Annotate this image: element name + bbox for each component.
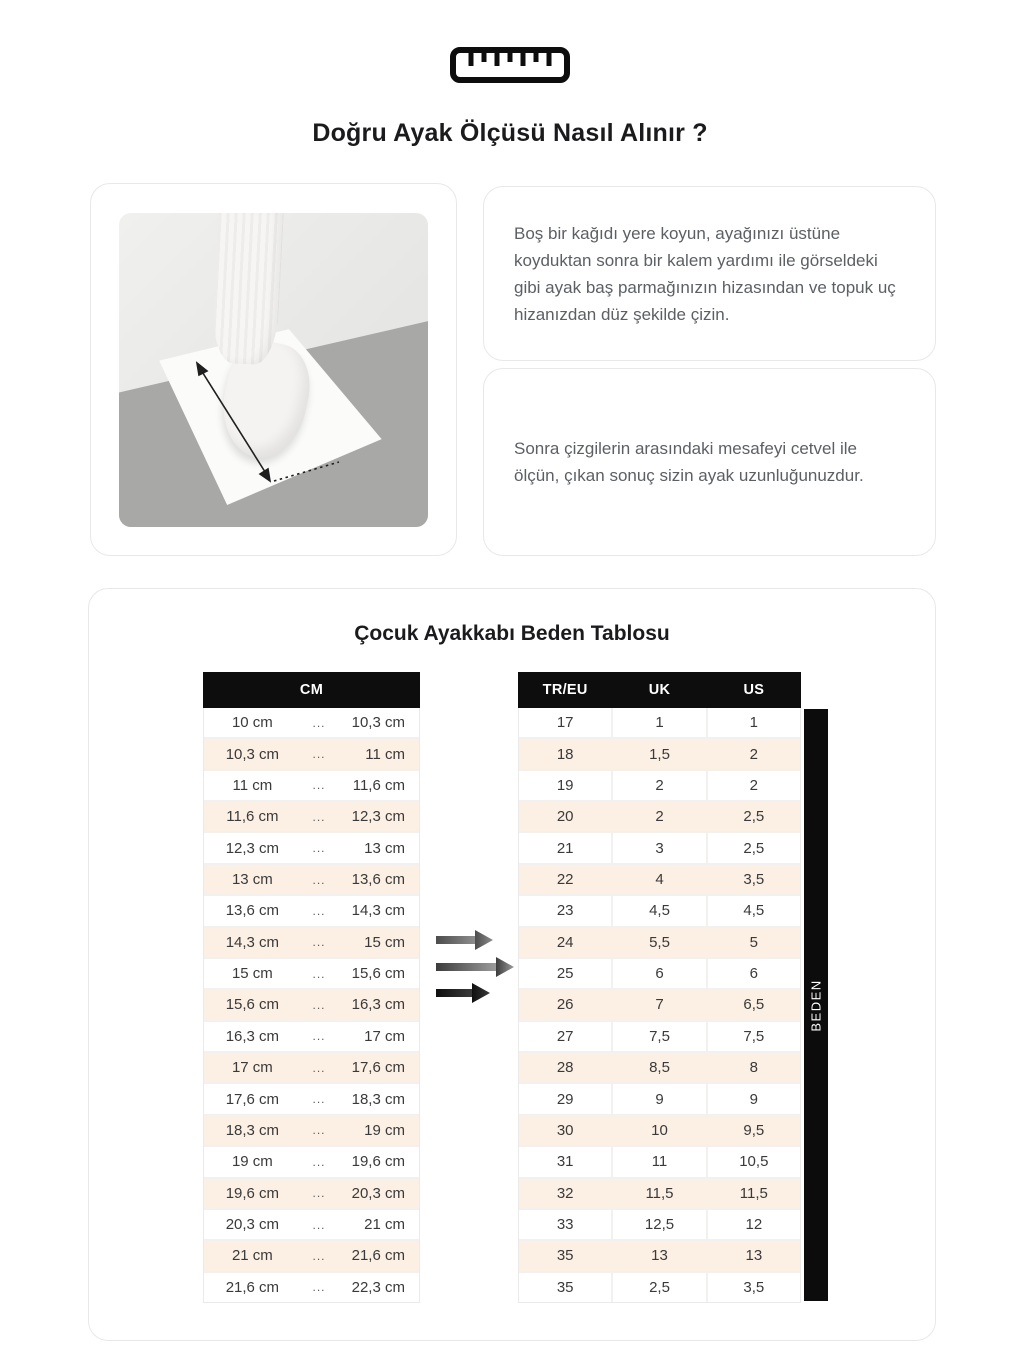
cm-range-from: 16,3 cm bbox=[225, 1027, 280, 1045]
cm-range-from: 10,3 cm bbox=[225, 745, 280, 763]
us-value: 1 bbox=[708, 708, 800, 737]
us-value: 11,5 bbox=[708, 1179, 800, 1208]
tr-eu-value: 21 bbox=[519, 833, 611, 862]
uk-value: 7 bbox=[613, 990, 705, 1019]
range-dots: ... bbox=[312, 997, 326, 1012]
cm-table-row bbox=[204, 739, 419, 768]
uk-value: 3 bbox=[613, 833, 705, 862]
tr-eu-value: 32 bbox=[519, 1179, 611, 1208]
uk-value: 12,5 bbox=[613, 1210, 705, 1239]
size-table-row bbox=[519, 1147, 800, 1176]
uk-value: 11 bbox=[613, 1147, 705, 1176]
cm-range-to: 13 cm bbox=[364, 839, 405, 857]
cm-table-row bbox=[204, 802, 419, 831]
tr-eu-value: 18 bbox=[519, 739, 611, 768]
cm-range-to: 12,3 cm bbox=[351, 808, 405, 826]
size-table-row bbox=[519, 708, 800, 737]
cm-range-from: 11 cm bbox=[232, 776, 273, 794]
tr-eu-value: 25 bbox=[519, 959, 611, 988]
page-title: Doğru Ayak Ölçüsü Nasıl Alınır ? bbox=[312, 119, 708, 147]
size-table-row bbox=[519, 1053, 800, 1082]
range-dots: ... bbox=[312, 778, 326, 793]
size-table-row bbox=[519, 990, 800, 1019]
cm-range-from: 15 cm bbox=[231, 965, 273, 983]
instruction-card-1 bbox=[483, 186, 936, 361]
us-value: 3,5 bbox=[708, 1273, 800, 1302]
uk-value: 7,5 bbox=[613, 1022, 705, 1051]
size-table-row bbox=[519, 1210, 800, 1239]
cm-range-from: 17,6 cm bbox=[225, 1090, 280, 1108]
cm-range-from: 13,6 cm bbox=[225, 902, 280, 920]
cm-table-row bbox=[204, 990, 419, 1019]
uk-value: 2 bbox=[613, 771, 705, 800]
tr-eu-value: 26 bbox=[519, 990, 611, 1019]
cm-table-row bbox=[204, 771, 419, 800]
tr-eu-value: 35 bbox=[519, 1241, 611, 1270]
cm-range-to: 19 cm bbox=[364, 1121, 405, 1139]
cm-range-to: 20,3 cm bbox=[351, 1184, 405, 1202]
uk-value: 6 bbox=[613, 959, 705, 988]
cm-table-row bbox=[204, 959, 419, 988]
us-value: 13 bbox=[708, 1241, 800, 1270]
cm-table bbox=[203, 672, 420, 1303]
cm-range-from: 15,6 cm bbox=[225, 996, 280, 1014]
cm-range-to: 21,6 cm bbox=[351, 1247, 405, 1265]
range-dots: ... bbox=[312, 1280, 326, 1295]
cm-range-from: 19,6 cm bbox=[225, 1184, 280, 1202]
cm-table-row bbox=[204, 1241, 419, 1270]
tr-eu-value: 27 bbox=[519, 1022, 611, 1051]
cm-range-to: 15,6 cm bbox=[351, 965, 405, 983]
us-value: 4,5 bbox=[708, 896, 800, 925]
us-value: 2,5 bbox=[708, 833, 800, 862]
us-value: 6,5 bbox=[708, 990, 800, 1019]
cm-range-from: 14,3 cm bbox=[225, 933, 280, 951]
size-table-row bbox=[519, 865, 800, 894]
range-dots: ... bbox=[312, 1123, 326, 1138]
size-table-card bbox=[88, 588, 936, 1341]
tr-eu-value: 29 bbox=[519, 1084, 611, 1113]
instruction-text-2: Sonra çizgilerin arasındaki mesafeyi cetvel ile ölçün, çıkan sonuç sizin ayak uzunluğunuzdur. bbox=[514, 439, 864, 485]
tr-eu-value: 19 bbox=[519, 771, 611, 800]
size-table-row bbox=[519, 1084, 800, 1113]
cm-range-from: 11,6 cm bbox=[226, 808, 279, 826]
cm-table-body bbox=[203, 708, 420, 1303]
cm-range-from: 13 cm bbox=[231, 871, 273, 889]
us-value: 9 bbox=[708, 1084, 800, 1113]
cm-range-to: 21 cm bbox=[364, 1216, 405, 1234]
cm-range-to: 11 cm bbox=[365, 745, 405, 763]
us-value: 2 bbox=[708, 739, 800, 768]
range-dots: ... bbox=[312, 935, 326, 950]
cm-range-to: 17,6 cm bbox=[351, 1059, 405, 1077]
size-table-row bbox=[519, 959, 800, 988]
cm-range-from: 17 cm bbox=[231, 1059, 273, 1077]
cm-range-to: 19,6 cm bbox=[351, 1153, 405, 1171]
size-table-title: Çocuk Ayakkabı Beden Tablosu bbox=[354, 622, 670, 645]
cm-table-row bbox=[204, 1147, 419, 1176]
size-table-row bbox=[519, 739, 800, 768]
cm-range-from: 18,3 cm bbox=[225, 1121, 280, 1139]
uk-value: 9 bbox=[613, 1084, 705, 1113]
us-header-label: US bbox=[743, 682, 765, 698]
cm-range-to: 18,3 cm bbox=[351, 1090, 405, 1108]
cm-range-to: 16,3 cm bbox=[351, 996, 405, 1014]
measure-arrow bbox=[119, 213, 428, 527]
cm-table-row bbox=[204, 1210, 419, 1239]
size-table-header bbox=[518, 672, 801, 708]
size-table-row bbox=[519, 771, 800, 800]
cm-table-row bbox=[204, 928, 419, 957]
us-value: 9,5 bbox=[708, 1116, 800, 1145]
us-value: 3,5 bbox=[708, 865, 800, 894]
cm-range-to: 22,3 cm bbox=[351, 1278, 405, 1296]
range-dots: ... bbox=[312, 966, 326, 981]
tr-eu-value: 24 bbox=[519, 928, 611, 957]
cm-header-label: CM bbox=[299, 682, 324, 698]
size-table-row bbox=[519, 928, 800, 957]
us-value: 5 bbox=[708, 928, 800, 957]
uk-value: 4 bbox=[613, 865, 705, 894]
tr-eu-value: 20 bbox=[519, 802, 611, 831]
cm-table-row bbox=[204, 1084, 419, 1113]
cm-range-from: 21,6 cm bbox=[225, 1278, 280, 1296]
range-dots: ... bbox=[312, 1029, 326, 1044]
range-dots: ... bbox=[312, 1248, 326, 1263]
size-table-row bbox=[519, 833, 800, 862]
size-table-row bbox=[519, 1022, 800, 1051]
range-dots: ... bbox=[312, 1217, 326, 1232]
uk-value: 1,5 bbox=[613, 739, 705, 768]
cm-range-to: 14,3 cm bbox=[351, 902, 405, 920]
cm-range-to: 11,6 cm bbox=[352, 776, 405, 794]
cm-table-row bbox=[204, 1116, 419, 1145]
us-value: 10,5 bbox=[708, 1147, 800, 1176]
cm-range-from: 12,3 cm bbox=[225, 839, 280, 857]
cm-range-from: 21 cm bbox=[231, 1247, 273, 1265]
range-dots: ... bbox=[312, 1186, 326, 1201]
uk-value: 11,5 bbox=[613, 1179, 705, 1208]
uk-value: 8,5 bbox=[613, 1053, 705, 1082]
size-table-row bbox=[519, 1273, 800, 1302]
foot-measure-photo-card bbox=[90, 183, 457, 556]
uk-value: 13 bbox=[613, 1241, 705, 1270]
range-dots: ... bbox=[312, 872, 326, 887]
foot-measure-photo bbox=[119, 213, 428, 527]
cm-range-from: 10 cm bbox=[231, 714, 273, 732]
tr-eu-value: 30 bbox=[519, 1116, 611, 1145]
uk-value: 5,5 bbox=[613, 928, 705, 957]
instruction-text-1: Boş bir kağıdı yere koyun, ayağınızı üstüne koyduktan sonra bir kalem yardımı ile görseldeki gibi ayak baş parmağınızın hizasından ve topuk uç hizanızdan düz şekilde çizin. bbox=[514, 223, 896, 324]
size-table-body bbox=[518, 708, 801, 1303]
cm-table-row bbox=[204, 1179, 419, 1208]
tr-eu-value: 28 bbox=[519, 1053, 611, 1082]
uk-value: 2 bbox=[613, 802, 705, 831]
tr-eu-value: 35 bbox=[519, 1273, 611, 1302]
range-dots: ... bbox=[312, 1154, 326, 1169]
range-dots: ... bbox=[312, 715, 326, 730]
size-table-row bbox=[519, 1241, 800, 1270]
triple-right-arrows-icon bbox=[436, 929, 516, 1007]
us-value: 7,5 bbox=[708, 1022, 800, 1051]
size-table-row bbox=[519, 1116, 800, 1145]
uk-value: 4,5 bbox=[613, 896, 705, 925]
cm-table-row bbox=[204, 896, 419, 925]
range-dots: ... bbox=[312, 747, 326, 762]
tr-eu-value: 33 bbox=[519, 1210, 611, 1239]
tr-eu-value: 23 bbox=[519, 896, 611, 925]
us-value: 6 bbox=[708, 959, 800, 988]
beden-side-bar bbox=[804, 709, 828, 1301]
range-dots: ... bbox=[312, 841, 326, 856]
cm-range-to: 13,6 cm bbox=[351, 871, 405, 889]
beden-label: BEDEN bbox=[808, 978, 824, 1032]
cm-range-from: 19 cm bbox=[231, 1153, 273, 1171]
uk-value: 1 bbox=[613, 708, 705, 737]
us-value: 2 bbox=[708, 771, 800, 800]
tr-eu-header-label: TR/EU bbox=[542, 682, 588, 698]
tr-eu-value: 22 bbox=[519, 865, 611, 894]
ruler-icon bbox=[449, 46, 571, 84]
us-value: 12 bbox=[708, 1210, 800, 1239]
cm-range-from: 20,3 cm bbox=[225, 1216, 280, 1234]
uk-value: 10 bbox=[613, 1116, 705, 1145]
us-value: 2,5 bbox=[708, 802, 800, 831]
range-dots: ... bbox=[312, 1092, 326, 1107]
cm-table-row bbox=[204, 865, 419, 894]
size-table-row bbox=[519, 1179, 800, 1208]
international-size-table bbox=[518, 672, 801, 1303]
cm-table-header bbox=[203, 672, 420, 708]
cm-table-row bbox=[204, 1273, 419, 1302]
instruction-card-2 bbox=[483, 368, 936, 556]
size-table-row bbox=[519, 896, 800, 925]
uk-value: 2,5 bbox=[613, 1273, 705, 1302]
range-dots: ... bbox=[312, 1060, 326, 1075]
cm-range-to: 17 cm bbox=[364, 1027, 405, 1045]
us-value: 8 bbox=[708, 1053, 800, 1082]
cm-table-row bbox=[204, 1053, 419, 1082]
cm-range-to: 10,3 cm bbox=[351, 714, 405, 732]
tr-eu-value: 17 bbox=[519, 708, 611, 737]
cm-table-row bbox=[204, 833, 419, 862]
uk-header-label: UK bbox=[648, 682, 671, 698]
tr-eu-value: 31 bbox=[519, 1147, 611, 1176]
size-table-row bbox=[519, 802, 800, 831]
cm-range-to: 15 cm bbox=[364, 933, 405, 951]
range-dots: ... bbox=[312, 809, 326, 824]
range-dots: ... bbox=[312, 903, 326, 918]
cm-table-row bbox=[204, 1022, 419, 1051]
cm-table-row bbox=[204, 708, 419, 737]
